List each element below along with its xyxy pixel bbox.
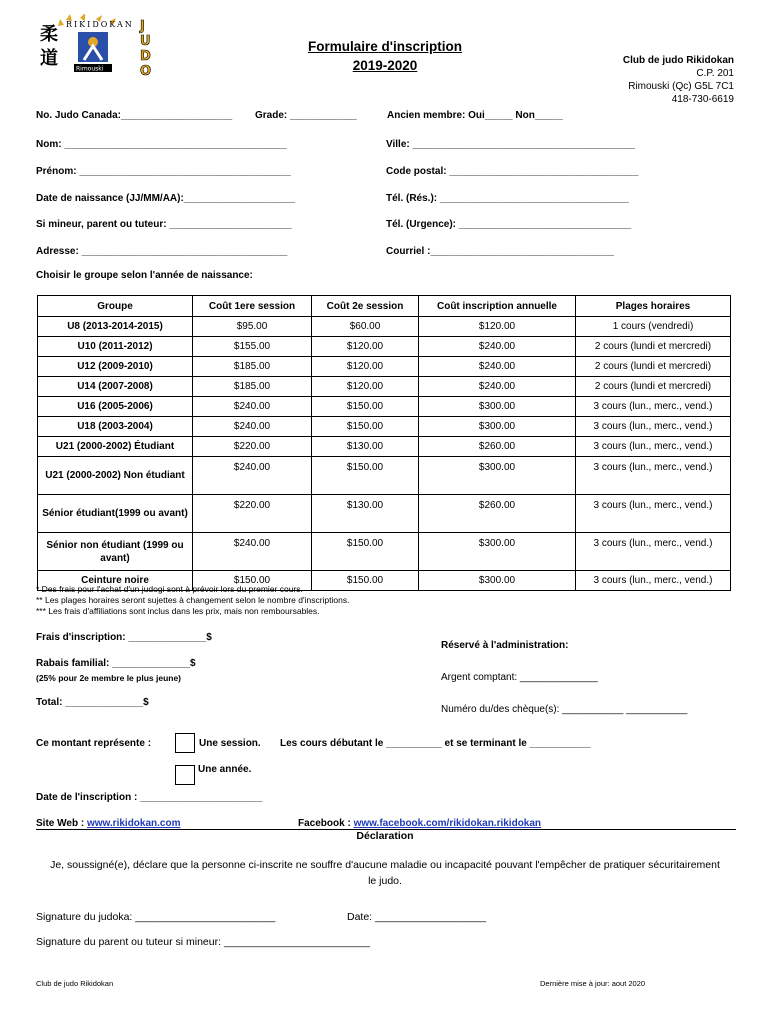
form-title-year: 2019-2020: [352, 58, 418, 73]
session-checkbox[interactable]: [175, 733, 195, 753]
ville-field[interactable]: Ville: ________________________________________: [386, 139, 635, 150]
cell-session1: $185.00: [193, 357, 312, 377]
cell-session2: $130.00: [312, 437, 419, 457]
club-name: Club de judo Rikidokan: [622, 55, 734, 66]
club-logo: [36, 14, 160, 78]
cell-group: U10 (2011-2012): [38, 337, 193, 357]
logo-letter-o: O: [140, 64, 152, 78]
code-postal-field[interactable]: Code postal: __________________________________: [386, 166, 639, 177]
logo-kanji-top: 柔: [40, 24, 58, 45]
cell-schedule: 3 cours (lun., merc., vend.): [576, 457, 731, 495]
logo-arc-text: RIKIDOKAN: [66, 20, 134, 29]
cell-session2: $150.00: [312, 533, 419, 571]
tel-res-field[interactable]: Tél. (Rés.): __________________________________: [386, 193, 629, 204]
cell-session1: $240.00: [193, 457, 312, 495]
cell-annual: $300.00: [419, 397, 576, 417]
logo-letter-u: U: [140, 34, 151, 49]
table-row: [38, 357, 731, 377]
cell-schedule: 3 cours (lun., merc., vend.): [576, 397, 731, 417]
cell-session1: $240.00: [193, 417, 312, 437]
cell-session1: $240.00: [193, 533, 312, 571]
table-row: [38, 337, 731, 357]
site-web: [36, 818, 180, 829]
col-header-session1: Coût 1ere session: [193, 296, 312, 317]
cell-session1: $220.00: [193, 437, 312, 457]
site-web-label: Site Web :: [36, 818, 87, 829]
cell-annual: $300.00: [419, 533, 576, 571]
cell-group: U8 (2013-2014-2015): [38, 317, 193, 337]
cell-group: U21 (2000-2002) Non étudiant: [38, 457, 193, 495]
col-header-annual: Coût inscription annuelle: [419, 296, 576, 317]
pricing-table-body: [38, 317, 731, 591]
frais-field[interactable]: Frais d'inscription: ______________$: [36, 632, 212, 643]
cell-session1: $95.00: [193, 317, 312, 337]
table-row: [38, 457, 731, 495]
declaration-title: Déclaration: [356, 830, 414, 842]
declaration-text: Je, soussigné(e), déclare que la personne ci-inscrite ne souffre d'aucune maladie ou incapacité pouvant l'empêcher de pratiquer sécuritairement le judo.: [50, 859, 720, 887]
cell-schedule: 3 cours (lun., merc., vend.): [576, 533, 731, 571]
cash-field[interactable]: Argent comptant: ______________: [441, 672, 598, 683]
cell-session1: $240.00: [193, 397, 312, 417]
date-naissance-field[interactable]: Date de naissance (JJ/MM/AA):____________________: [36, 193, 296, 204]
montant-label: Ce montant représente :: [36, 738, 152, 749]
club-po-box: C.P. 201: [696, 68, 734, 79]
cell-session2: $130.00: [312, 495, 419, 533]
table-row: [38, 397, 731, 417]
cell-schedule: 3 cours (lun., merc., vend.): [576, 495, 731, 533]
cell-group: U16 (2005-2006): [38, 397, 193, 417]
cell-session2: $60.00: [312, 317, 419, 337]
cell-session2: $150.00: [312, 417, 419, 437]
facebook: [298, 818, 541, 829]
logo-city: Rimouski: [76, 65, 104, 73]
club-phone: 418-730-6619: [671, 94, 734, 105]
declaration-date-field[interactable]: Date: ___________________: [347, 911, 486, 923]
annee-checkbox[interactable]: [175, 765, 195, 785]
cell-session1: $220.00: [193, 495, 312, 533]
table-row: [38, 495, 731, 533]
grade-field[interactable]: Grade: ____________: [255, 110, 357, 121]
session-option-label: Une session.: [199, 738, 261, 749]
logo-letter-d: D: [140, 49, 151, 64]
form-title: [260, 37, 510, 75]
annee-option-label: Une année.: [198, 764, 252, 775]
table-header-row: [38, 296, 731, 317]
course-dates-field[interactable]: Les cours débutant le __________ et se terminant le ___________: [280, 738, 591, 749]
tel-urgence-field[interactable]: Tél. (Urgence): _______________________________: [386, 219, 632, 230]
cell-session1: $185.00: [193, 377, 312, 397]
cell-session2: $120.00: [312, 337, 419, 357]
footer-updated: Dernière mise à jour: aout 2020: [540, 979, 646, 988]
cell-session1: $155.00: [193, 337, 312, 357]
cell-group: U14 (2007-2008): [38, 377, 193, 397]
col-header-session2: Coût 2e session: [312, 296, 419, 317]
table-row: [38, 533, 731, 571]
cell-annual: $300.00: [419, 457, 576, 495]
cell-group: U18 (2003-2004): [38, 417, 193, 437]
cell-group: Sénior non étudiant (1999 ou avant): [38, 533, 193, 571]
logo-kanji-bottom: 道: [40, 48, 58, 69]
cell-schedule: 1 cours (vendredi): [576, 317, 731, 337]
club-address: [623, 54, 734, 106]
cell-session2: $150.00: [312, 571, 419, 591]
cell-schedule: 3 cours (lun., merc., vend.): [576, 437, 731, 457]
site-web-link[interactable]: www.rikidokan.com: [86, 818, 181, 829]
prenom-field[interactable]: Prénom: ______________________________________: [36, 166, 291, 177]
note-2: ** Les plages horaires seront sujettes à changement selon le nombre d'inscriptions.: [36, 595, 350, 605]
cell-annual: $300.00: [419, 571, 576, 591]
cell-annual: $240.00: [419, 357, 576, 377]
cell-annual: $260.00: [419, 437, 576, 457]
signature-judoka-field[interactable]: Signature du judoka: ________________________: [36, 911, 276, 923]
cell-group: Ceinture noire: [38, 571, 193, 591]
cell-annual: $300.00: [419, 417, 576, 437]
cell-annual: $120.00: [419, 317, 576, 337]
pricing-table: [37, 295, 731, 591]
cell-session2: $120.00: [312, 377, 419, 397]
group-prompt: Choisir le groupe selon l'année de naissance:: [36, 270, 253, 281]
adresse-field[interactable]: Adresse: _____________________________________: [36, 246, 288, 257]
form-title-line1: Formulaire d'inscription: [308, 39, 462, 54]
facebook-link[interactable]: www.facebook.com/rikidokan.rikidokan: [353, 818, 542, 829]
cell-session1: $150.00: [193, 571, 312, 591]
club-city: Rimouski (Qc) G5L 7C1: [628, 81, 734, 92]
cell-schedule: 3 cours (lun., merc., vend.): [576, 417, 731, 437]
signature-parent-field[interactable]: Signature du parent ou tuteur si mineur: _________________________: [36, 936, 370, 948]
cell-session2: $150.00: [312, 457, 419, 495]
cheque-field[interactable]: Numéro du/des chèque(s): ___________ ___________: [441, 704, 688, 715]
cell-schedule: 2 cours (lundi et mercredi): [576, 377, 731, 397]
rabais-note: (25% pour 2e membre le plus jeune): [36, 673, 182, 683]
table-row: [38, 377, 731, 397]
cell-group: Sénior étudiant(1999 ou avant): [38, 495, 193, 533]
table-row: [38, 317, 731, 337]
rabais-field[interactable]: Rabais familial: ______________$: [36, 658, 196, 669]
cell-session2: $150.00: [312, 397, 419, 417]
cell-schedule: 2 cours (lundi et mercredi): [576, 337, 731, 357]
table-row: [38, 417, 731, 437]
note-1: * Des frais pour l'achat d'un judogi sont à prévoir lors du premier cours.: [36, 584, 303, 594]
col-header-groupe: Groupe: [38, 296, 193, 317]
courriel-field[interactable]: Courriel :_________________________________: [386, 246, 614, 257]
col-header-schedule: Plages horaires: [576, 296, 731, 317]
facebook-label: Facebook :: [298, 818, 354, 829]
parent-field[interactable]: Si mineur, parent ou tuteur: ______________________: [36, 219, 292, 230]
judo-canada-field[interactable]: No. Judo Canada:____________________: [36, 110, 233, 121]
notes: [36, 584, 349, 617]
cell-session2: $120.00: [312, 357, 419, 377]
logo-letter-j: J: [140, 19, 145, 34]
cell-schedule: 3 cours (lun., merc., vend.): [576, 571, 731, 591]
cell-group: U12 (2009-2010): [38, 357, 193, 377]
cell-schedule: 2 cours (lundi et mercredi): [576, 357, 731, 377]
cell-annual: $240.00: [419, 377, 576, 397]
nom-field[interactable]: Nom: ________________________________________: [36, 139, 287, 150]
date-inscription-field[interactable]: Date de l'inscription : ______________________: [36, 792, 263, 803]
footer-club: Club de judo Rikidokan: [36, 979, 114, 988]
admin-title: Réservé à l'administration:: [441, 640, 569, 651]
ancien-membre-field[interactable]: Ancien membre: Oui_____ Non_____: [387, 110, 563, 121]
cell-annual: $240.00: [419, 337, 576, 357]
note-3: *** Les frais d'affiliations sont inclus dans les prix, mais non remboursables.: [36, 606, 320, 616]
total-field[interactable]: Total: ______________$: [36, 697, 149, 708]
cell-annual: $260.00: [419, 495, 576, 533]
cell-group: U21 (2000-2002) Étudiant: [38, 437, 193, 457]
table-row: [38, 437, 731, 457]
